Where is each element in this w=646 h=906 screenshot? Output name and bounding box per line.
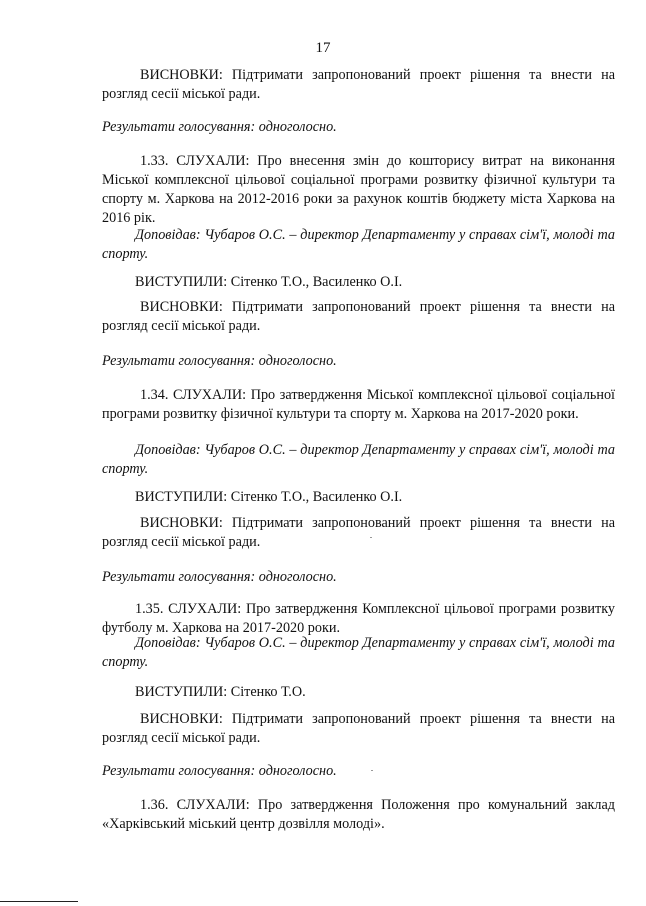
heard-paragraph-1-33: 1.33. СЛУХАЛИ: Про внесення змін до кошторису витрат на виконання Міської комплексної цільової соціальної програми розвитку фізичної культури та спорту м. Харкова на 2012-2016 роки за рахунок коштів бюджету міста Харкова на 2016 рік. (102, 153, 615, 226)
heard-paragraph-1-34: 1.34. СЛУХАЛИ: Про затвердження Міської комплексної цільової соціальної програми розвитку фізичної культури та спорту м. Харкова на 2017-2020 роки. (102, 387, 615, 422)
speakers-1-34: ВИСТУПИЛИ: Сітенко Т.О., Василенко О.І. (135, 489, 403, 505)
heard-paragraph-1-35: 1.35. СЛУХАЛИ: Про затвердження Комплексної цільової програми розвитку футболу м. Харкова на 2017-2020 роки. (102, 601, 615, 636)
voting-1-35: Результати голосування: одноголосно. (102, 763, 337, 779)
voting-1-33: Результати голосування: одноголосно. (102, 353, 337, 369)
reporter-1-34: Доповідав: Чубаров О.С. – директор Департаменту у справах сім'ї, молоді та спорту. (102, 442, 615, 477)
footnote-rule (0, 901, 78, 902)
conclusion-paragraph: ВИСНОВКИ: Підтримати запропонований проект рішення та внести на розгляд сесії міської ради. (102, 67, 615, 102)
page-number: 17 (315, 40, 331, 56)
voting-results: Результати голосування: одноголосно. (102, 119, 337, 135)
reporter-1-35: Доповідав: Чубаров О.С. – директор Департаменту у справах сім'ї, молоді та спорту. (102, 635, 615, 670)
conclusion-1-35: ВИСНОВКИ: Підтримати запропонований проект рішення та внести на розгляд сесії міської ради. (102, 711, 615, 746)
reporter-1-33: Доповідав: Чубаров О.С. – директор Департаменту у справах сім'ї, молоді та спорту. (102, 227, 615, 262)
voting-1-34: Результати голосування: одноголосно. (102, 569, 337, 585)
conclusion-1-34: ВИСНОВКИ: Підтримати запропонований проект рішення та внести на розгляд сесії міської ради. (102, 515, 615, 550)
scan-speck (370, 537, 372, 538)
scan-speck (371, 770, 373, 771)
speakers-1-33: ВИСТУПИЛИ: Сітенко Т.О., Василенко О.І. (135, 274, 403, 290)
conclusion-1-33: ВИСНОВКИ: Підтримати запропонований проект рішення та внести на розгляд сесії міської ради. (102, 299, 615, 334)
speakers-1-35: ВИСТУПИЛИ: Сітенко Т.О. (135, 684, 306, 700)
heard-paragraph-1-36: 1.36. СЛУХАЛИ: Про затвердження Положення про комунальний заклад «Харківський міський центр дозвілля молоді». (102, 797, 615, 832)
